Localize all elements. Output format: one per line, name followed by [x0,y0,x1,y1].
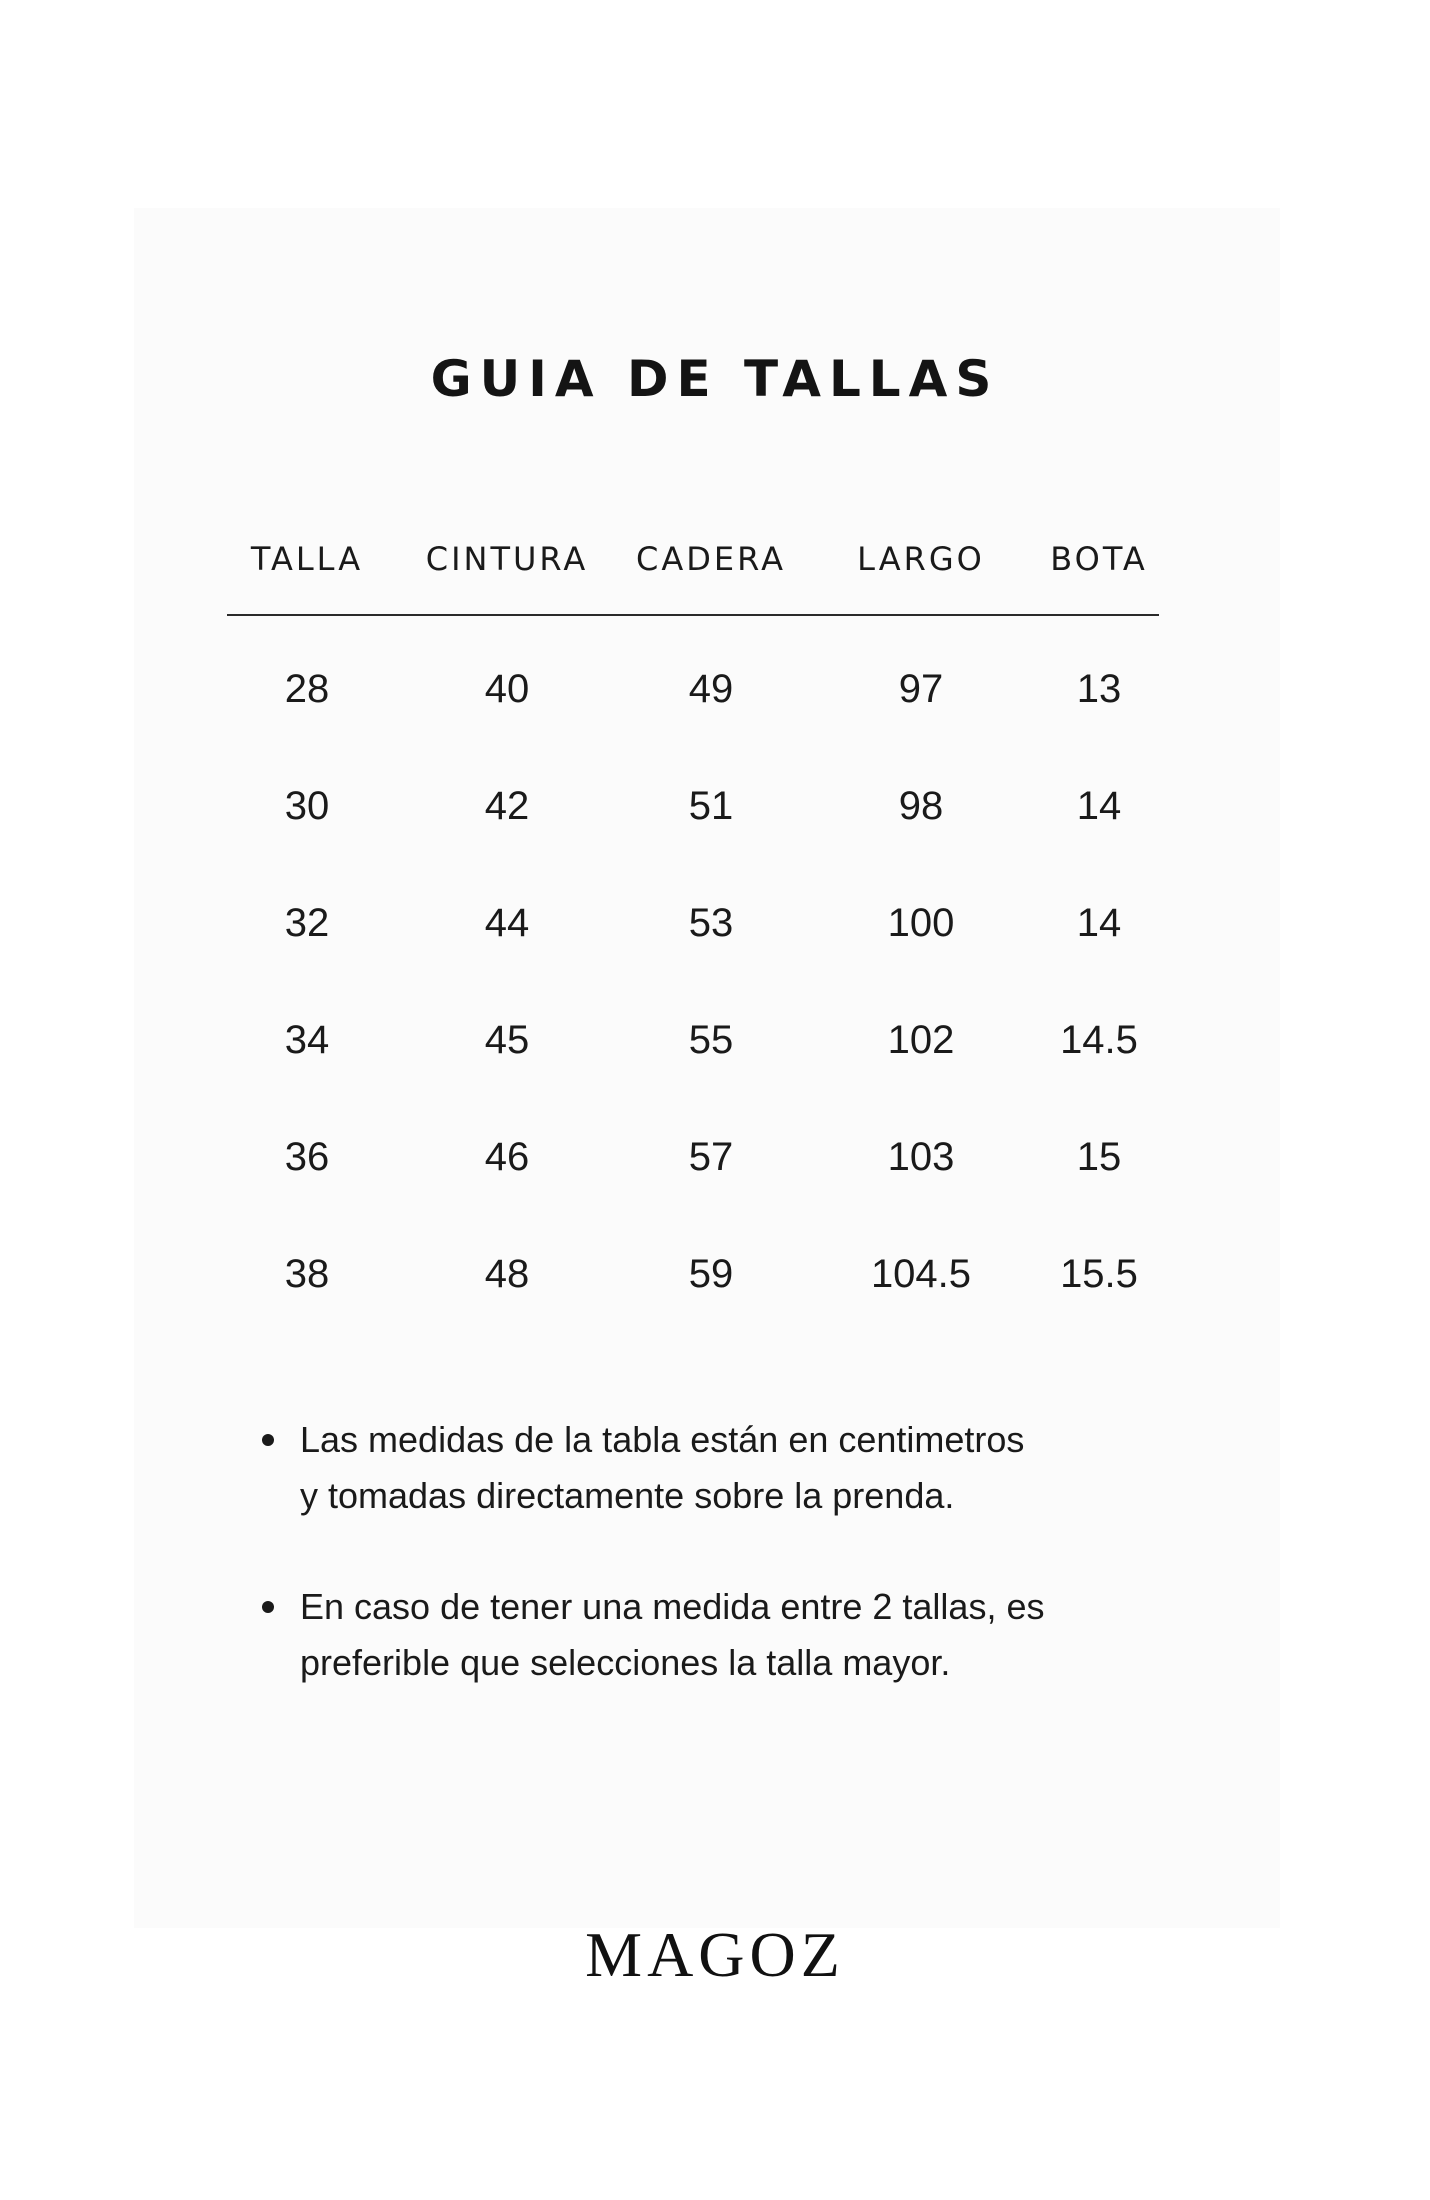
header-largo: LARGO [857,540,985,578]
cell-largo: 97 [898,667,944,711]
cell-bota: 14 [1076,784,1122,828]
header-bota: BOTA [1050,540,1148,578]
cell-cadera: 59 [688,1252,734,1296]
note-line: En caso de tener una medida entre 2 tallas, es [300,1586,1045,1627]
cell-cadera: 57 [688,1135,734,1179]
cell-bota: 13 [1076,667,1122,711]
cell-talla: 30 [284,784,330,828]
table-body [227,616,1159,1333]
cell-largo: 102 [887,1018,955,1062]
table-header [227,530,1159,616]
table-row [227,865,1159,982]
cell-largo: 98 [898,784,944,828]
note-line: y tomadas directamente sobre la prenda. [300,1475,955,1516]
cell-largo: 104.5 [870,1252,972,1296]
cell-bota: 15.5 [1060,1252,1138,1296]
cell-cadera: 53 [688,901,734,945]
cell-cadera: 55 [688,1018,734,1062]
table-row [227,982,1159,1099]
cell-talla: 34 [284,1018,330,1062]
table-row [227,1099,1159,1216]
header-cadera: CADERA [636,540,786,578]
header-cintura: CINTURA [425,540,589,578]
brand-logo: MAGOZ [585,1919,845,1990]
table-row [227,1216,1159,1333]
size-table [227,530,1159,1333]
cell-largo: 100 [887,901,955,945]
cell-cintura: 44 [484,901,530,945]
cell-bota: 15 [1076,1135,1122,1179]
cell-bota: 14.5 [1060,1018,1138,1062]
header-talla: TALLA [250,540,364,578]
cell-bota: 14 [1076,901,1122,945]
cell-talla: 32 [284,901,330,945]
cell-talla: 38 [284,1252,330,1296]
list-item [258,1579,1158,1691]
cell-talla: 28 [284,667,330,711]
cell-cintura: 48 [484,1252,530,1296]
note-line: preferible que selecciones la talla mayor. [300,1642,951,1683]
cell-cintura: 46 [484,1135,530,1179]
cell-largo: 103 [887,1135,955,1179]
cell-talla: 36 [284,1135,330,1179]
cell-cadera: 51 [688,784,734,828]
page-title: GUIA DE TALLAS [430,350,1000,408]
bullet-icon [262,1434,274,1446]
notes-list [258,1412,1158,1746]
table-row [227,631,1159,748]
note-line: Las medidas de la tabla están en centimetros [300,1419,1025,1460]
cell-cintura: 42 [484,784,530,828]
cell-cadera: 49 [688,667,734,711]
cell-cintura: 45 [484,1018,530,1062]
table-row [227,748,1159,865]
cell-cintura: 40 [484,667,530,711]
list-item [258,1412,1158,1524]
bullet-icon [262,1601,274,1613]
